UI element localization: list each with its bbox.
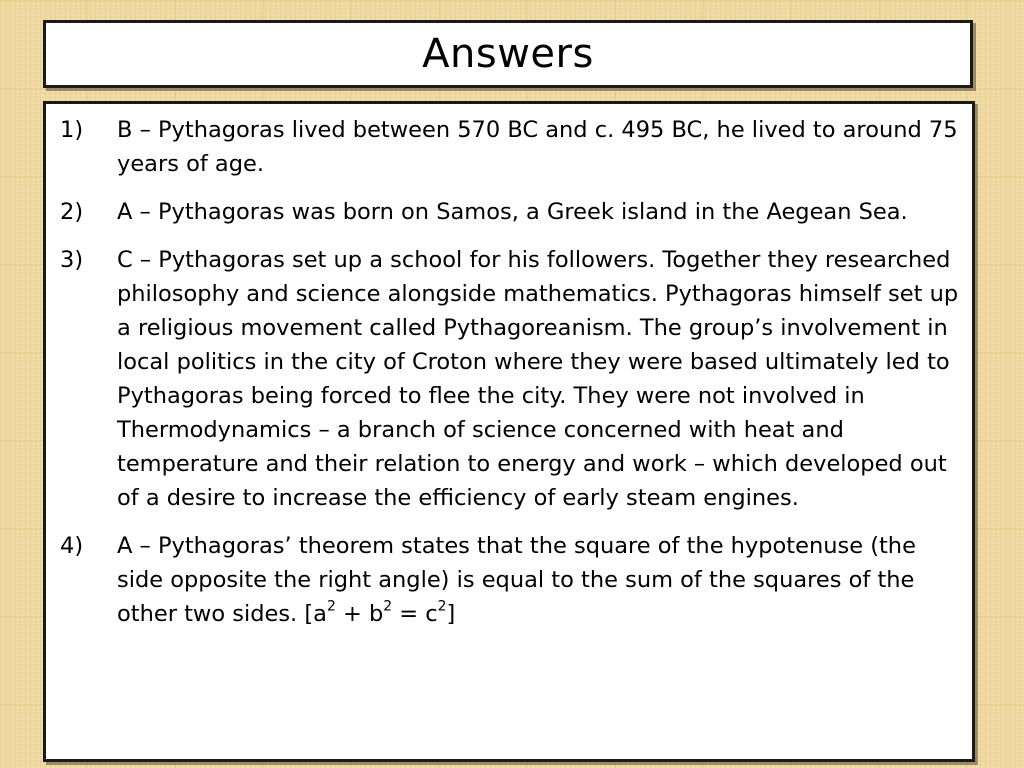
formula-plus-b: + b bbox=[335, 601, 384, 627]
title-box bbox=[43, 20, 973, 88]
answer-text: A – Pythagoras was born on Samos, a Greek island in the Aegean Sea. bbox=[117, 199, 908, 225]
answer-text bbox=[117, 529, 964, 631]
answer-number: 4) bbox=[60, 533, 84, 559]
formula-close-bracket: ] bbox=[446, 601, 456, 627]
answer-item-1 bbox=[60, 113, 964, 181]
answers-box bbox=[43, 101, 975, 762]
answer-number: 2) bbox=[60, 199, 84, 225]
answer-number: 3) bbox=[60, 247, 84, 273]
formula-c-exponent: 2 bbox=[437, 598, 447, 615]
answer-item-2 bbox=[60, 195, 964, 229]
answer-text-body: A – Pythagoras’ theorem states that the square of the hypotenuse (the side opposite the right angle) is equal to the sum of the squares of the other two sides. [a bbox=[117, 533, 916, 627]
answer-text: B – Pythagoras lived between 570 BC and c. 495 BC, he lived to around 75 years of age. bbox=[117, 117, 958, 177]
formula-equals-c: = c bbox=[392, 601, 438, 627]
answer-text: C – Pythagoras set up a school for his followers. Together they researched philosophy and science alongside mathematics. Pythagoras himself set up a religious movement called Pythagoreanism. The group’s involvement in local politics in the city of Croton where they were based ultimately led to Pythagoras being forced to flee the city. They were not involved in Thermodynamics – a branch of science concerned with heat and temperature and their relation to energy and work – which developed out of a desire to increase the efficiency of early steam engines. bbox=[117, 247, 959, 511]
answer-list bbox=[60, 113, 964, 631]
page-title: Answers bbox=[422, 31, 594, 77]
answer-item-3 bbox=[60, 243, 964, 515]
formula-b-exponent: 2 bbox=[383, 598, 393, 615]
formula-a-exponent: 2 bbox=[326, 598, 336, 615]
answer-number: 1) bbox=[60, 117, 84, 143]
answer-item-4 bbox=[60, 529, 964, 631]
